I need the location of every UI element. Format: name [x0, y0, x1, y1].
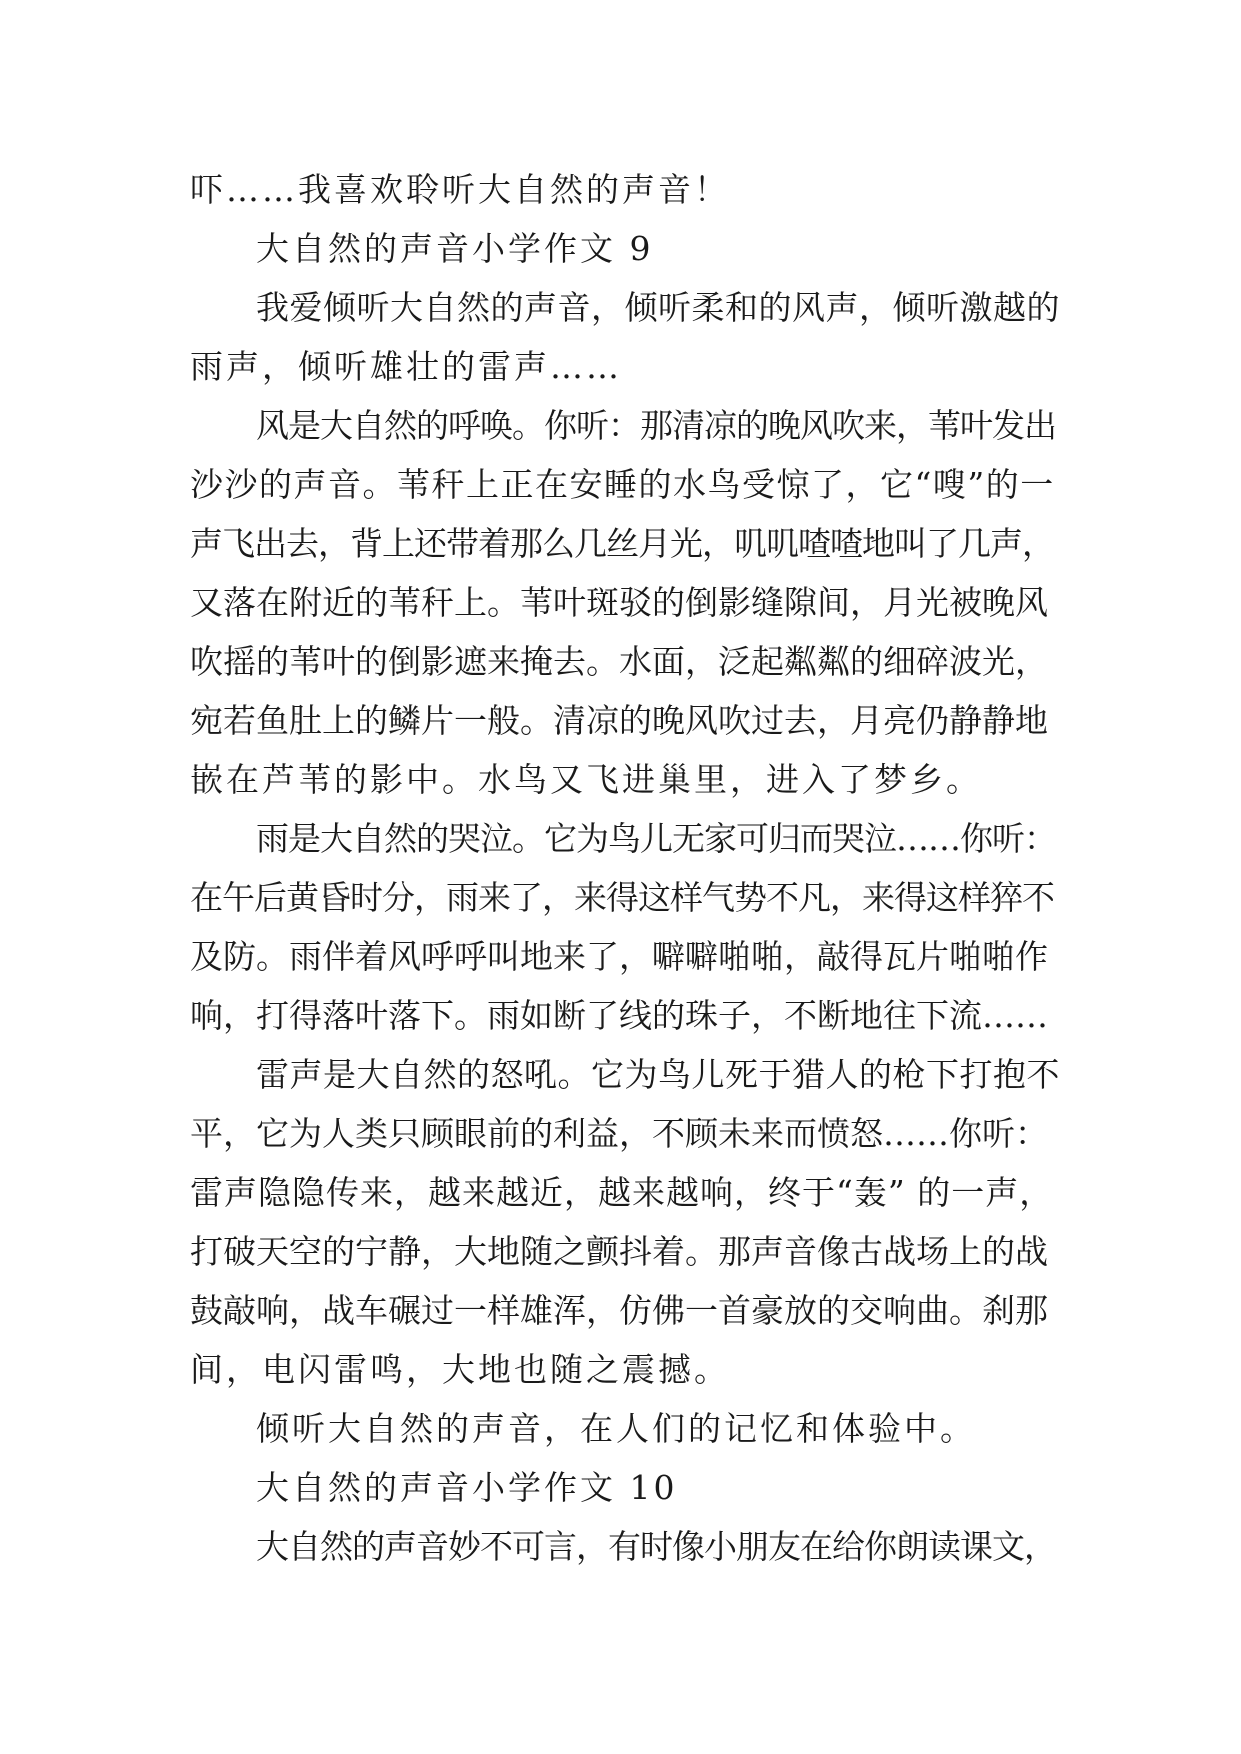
section-heading: 大自然的声音小学作文 9	[256, 229, 654, 268]
text-line: 雷声是大自然的怒吼。它为鸟儿死于猎人的枪下打抱不	[256, 1055, 1060, 1094]
text-line: 间，电闪雷鸣，大地也随之震撼。	[190, 1350, 730, 1389]
text-line: 嵌在芦苇的影中。水鸟又飞进巢里，进入了梦乡。	[190, 760, 982, 799]
text-line: 吹摇的苇叶的倒影遮来掩去。水面，泛起粼粼的细碎波光，	[190, 642, 1048, 681]
text-line: 平，它为人类只顾眼前的利益，不顾未来而愤怒……你听：	[190, 1114, 1048, 1153]
text-line: 大自然的声音妙不可言，有时像小朋友在给你朗读课文，	[256, 1527, 1056, 1566]
text-line: 风是大自然的呼唤。你听：那清凉的晚风吹来，苇叶发出	[256, 406, 1056, 445]
text-line: 及防。雨伴着风呼呼叫地来了，噼噼啪啪，敲得瓦片啪啪作	[190, 937, 1048, 976]
text-line: 宛若鱼肚上的鳞片一般。清凉的晚风吹过去，月亮仍静静地	[190, 701, 1048, 740]
text-line: 响，打得落叶落下。雨如断了线的珠子，不断地往下流……	[190, 996, 1048, 1035]
text-line: 沙沙的声音。苇秆上正在安睡的水鸟受惊了，它“嗖”的一	[190, 465, 1055, 504]
text-line: 雨是大自然的哭泣。它为鸟儿无家可归而哭泣……你听：	[256, 819, 1056, 858]
text-line: 雷声隐隐传来，越来越近，越来越响，终于“轰” 的一声，	[190, 1173, 1054, 1212]
text-line: 鼓敲响，战车碾过一样雄浑，仿佛一首豪放的交响曲。刹那	[190, 1291, 1048, 1330]
document-body	[190, 160, 1060, 1576]
text-line: 打破天空的宁静，大地随之颤抖着。那声音像古战场上的战	[190, 1232, 1048, 1271]
text-line: 又落在附近的苇秆上。苇叶斑驳的倒影缝隙间，月光被晚风	[190, 583, 1048, 622]
text-line: 吓……我喜欢聆听大自然的声音！	[190, 170, 730, 209]
text-line: 雨声，倾听雄壮的雷声……	[190, 347, 622, 386]
text-line: 倾听大自然的声音，在人们的记忆和体验中。	[256, 1409, 976, 1448]
text-line: 我爱倾听大自然的声音，倾听柔和的风声，倾听激越的	[256, 288, 1060, 327]
section-heading: 大自然的声音小学作文 10	[256, 1468, 678, 1507]
text-line: 在午后黄昏时分，雨来了，来得这样气势不凡，来得这样猝不	[190, 878, 1054, 917]
text-line: 声飞出去，背上还带着那么几丝月光，叽叽喳喳地叫了几声，	[190, 524, 1054, 563]
